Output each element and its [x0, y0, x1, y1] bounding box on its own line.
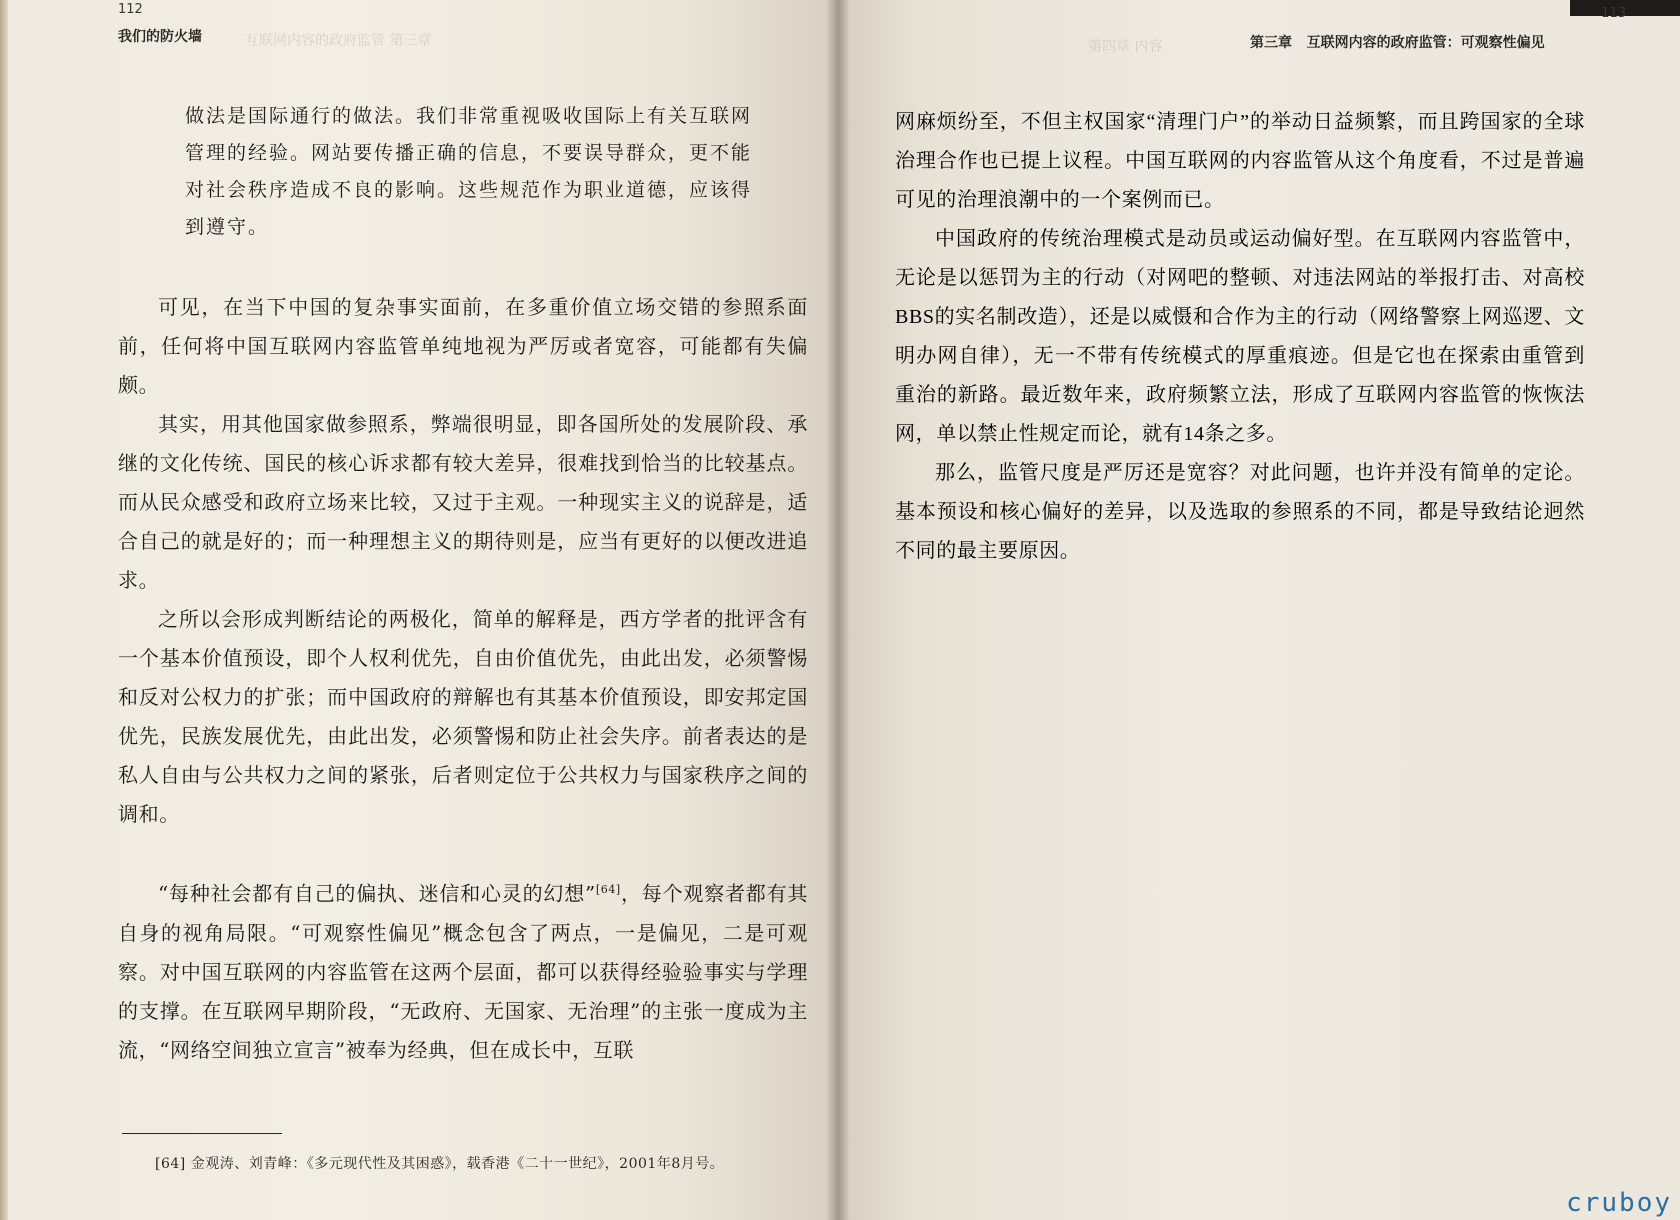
footnote: [64] 金观涛、刘青峰：《多元现代性及其困惑》，载香港《二十一世纪》，2001年8月号。: [155, 1156, 725, 1172]
quote-line: 管理的经验。网站要传播正确的信息，不要误导群众，更不能: [185, 142, 753, 164]
right-running-header: [1250, 32, 1545, 52]
paragraph-text: “每种社会都有自己的偏执、迷信和心灵的幻想”: [158, 881, 596, 906]
paragraph: 那么，监管尺度是严厉还是宽容？对此问题，也许并没有简单的定论。基本预设和核心偏好的差异，以及选取的参照系的不同，都是导致结论迥然不同的最主要原因。: [895, 462, 1585, 562]
book-gutter: [826, 0, 850, 1220]
left-body-text: [118, 288, 808, 834]
paragraph: 之所以会形成判断结论的两极化，简单的解释是，西方学者的批评含有一个基本价值预设，即个人权利优先，自由价值优先，由此出发，必须警惕和反对公权力的扩张；而中国政府的辩解也有其基本价值预设，即安邦定国优先，民族发展优先，由此出发，必须警惕和防止社会失序。前者表达的是私人自由与公共权力之间的紧张，后者则定位于公共权力与国家秩序之间的调和。: [118, 607, 808, 826]
quote-line: 做法是国际通行的做法。我们非常重视吸收国际上有关互联网: [185, 105, 753, 127]
left-page: [0, 0, 838, 1220]
right-page-number: 113: [1601, 6, 1626, 21]
bleed-through-header: 互联网内容的政府监管 第三章: [245, 33, 432, 49]
footnote-rule: [122, 1133, 282, 1134]
paragraph: 可见，在当下中国的复杂事实面前，在多重价值立场交错的参照系面前，任何将中国互联网内容监管单纯地视为严厉或者宽容，可能都有失偏颇。: [118, 295, 808, 397]
page-edge: [0, 0, 8, 1220]
watermark: cruboy: [1566, 1188, 1672, 1218]
paragraph: 中国政府的传统治理模式是动员或运动偏好型。在互联网内容监管中，无论是以惩罚为主的行动（对网吧的整顿、对违法网站的举报打击、对高校BBS的实名制改造），还是以威慑和合作为主的行动（网络警察上网巡逻、文明办网自律），无一不带有传统模式的厚重痕迹。但是它也在探索由重管到重治的新路。最近数年来，政府频繁立法，形成了互联网内容监管的恢恢法网，单以禁止性规定而论，就有14条之多。: [895, 228, 1585, 445]
paragraph-text: ，每个观察者都有其自身的视角局限。“可观察性偏见”概念包含了两点，一是偏见，二是可观察。对中国互联网的内容监管在这两个层面，都可以获得经验验事实与学理的支撑。在互联网早期阶段，“无政府、无国家、无治理”的主张一度成为主流，“网络空间独立宣言”被奉为经典，但在成长中，互联: [118, 881, 808, 1062]
quote-line: 到遵守。: [185, 216, 270, 238]
paragraph: 网麻烦纷至，不但主权国家“清理门户”的举动日益频繁，而且跨国家的全球治理合作也已提上议程。中国互联网的内容监管从这个角度看，不过是普遍可见的治理浪潮中的一个案例而已。: [895, 111, 1585, 211]
paragraph: 其实，用其他国家做参照系，弊端很明显，即各国所处的发展阶段、承继的文化传统、国民的核心诉求都有较大差异，很难找到恰当的比较基点。而从民众感受和政府立场来比较，又过于主观。一种现实主义的说辞是，适合自己的就是好的；而一种理想主义的期待则是，应当有更好的以便改进追求。: [118, 412, 808, 592]
quote-line: 对社会秩序造成不良的影响。这些规范作为职业道德，应该得: [185, 179, 753, 201]
footnote-ref: [64]: [595, 883, 621, 896]
left-page-number: 112: [118, 2, 143, 17]
left-running-header: 我们的防火墙: [118, 29, 202, 45]
left-body-text-2: [118, 870, 808, 1070]
chapter-title: 互联网内容的政府监管：可观察性偏见: [1306, 35, 1545, 51]
paragraph: [118, 870, 808, 1070]
block-quote: [185, 98, 785, 246]
bleed-through-header: 第四章 内容: [1088, 39, 1163, 55]
right-body-text: [895, 103, 1585, 571]
chapter-label: 第三章: [1250, 35, 1292, 51]
